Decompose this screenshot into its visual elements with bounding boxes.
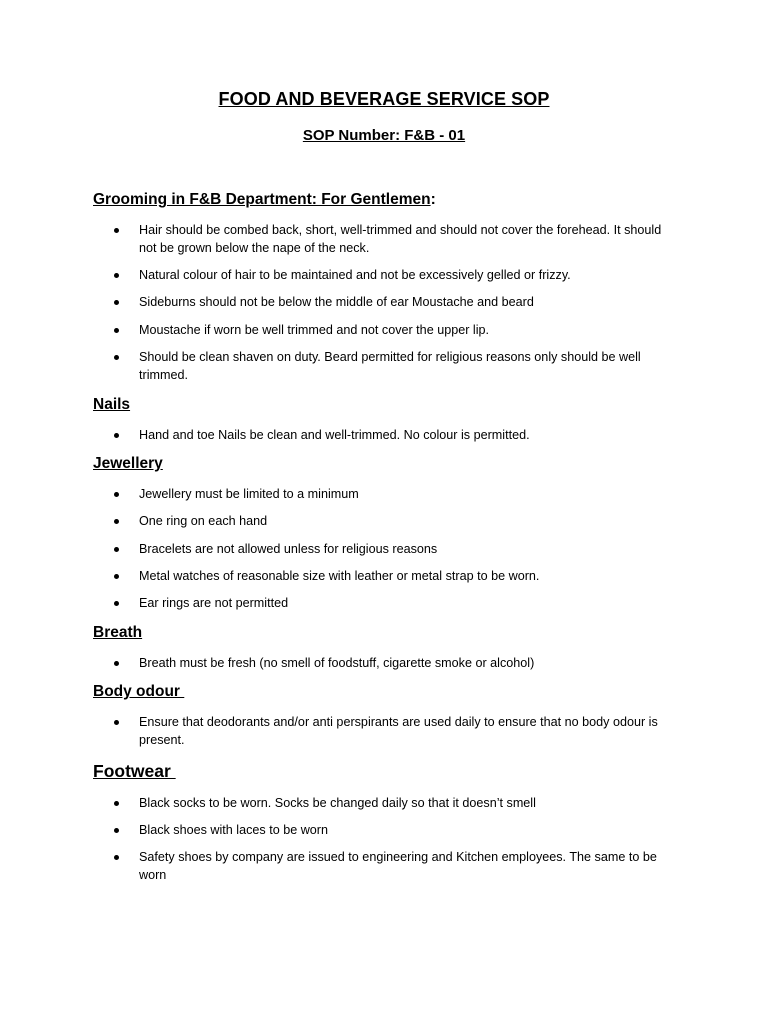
section-heading-jewellery — [93, 455, 163, 473]
list-item — [139, 485, 669, 503]
list-item-text: One ring on each hand — [139, 514, 268, 528]
section-heading-breath — [93, 624, 142, 642]
section-heading-text: Body odour — [93, 683, 185, 700]
list-item — [139, 654, 669, 672]
list-item-text: Black socks to be worn. Socks be changed daily so that it doesn’t smell — [139, 796, 536, 810]
list-item-text: Hand and toe Nails be clean and well-trimmed. No colour is permitted. — [139, 428, 530, 442]
bullet-icon — [114, 855, 119, 860]
list-item-text: Moustache if worn be well trimmed and not cover the upper lip. — [139, 323, 489, 337]
list-item — [139, 567, 669, 585]
section-heading-colon: : — [430, 191, 436, 208]
section-heading-text: Grooming in F&B Department: For Gentlemen — [93, 191, 431, 208]
bullet-icon — [114, 828, 119, 833]
bullet-icon — [114, 228, 119, 233]
bullet-icon — [114, 300, 119, 305]
list-item — [139, 821, 669, 839]
list-item-text: Should be clean shaven on duty. Beard permitted for religious reasons only should be well trimmed. — [139, 350, 641, 382]
bullet-icon — [114, 661, 119, 666]
bullet-icon — [114, 492, 119, 497]
section-heading-text: Nails — [93, 396, 131, 413]
bullet-icon — [114, 574, 119, 579]
section-heading-body-odour — [93, 683, 184, 701]
sop-number: SOP Number: F&B - 01 — [302, 127, 466, 144]
list-item-text: Jewellery must be limited to a minimum — [139, 487, 359, 501]
section-heading-grooming — [93, 191, 436, 209]
list-item-text: Sideburns should not be below the middle of ear Moustache and beard — [139, 295, 534, 309]
list-item — [139, 713, 669, 749]
bullet-icon — [114, 547, 119, 552]
bullet-icon — [114, 801, 119, 806]
list-item — [139, 794, 669, 812]
section-heading-text: Jewellery — [93, 455, 163, 472]
list-item — [139, 221, 669, 257]
list-item-text: Safety shoes by company are issued to engineering and Kitchen employees. The same to be worn — [139, 850, 657, 882]
list-item — [139, 594, 669, 612]
section-heading-text: Breath — [93, 624, 143, 641]
list-item — [139, 540, 669, 558]
list-item-text: Natural colour of hair to be maintained and not be excessively gelled or frizzy. — [139, 268, 571, 282]
bullet-icon — [114, 433, 119, 438]
list-item-text: Bracelets are not allowed unless for religious reasons — [139, 542, 438, 556]
section-heading-text: Footwear — [93, 761, 176, 781]
list-item-text: Breath must be fresh (no smell of foodstuff, cigarette smoke or alcohol) — [139, 656, 535, 670]
bullet-icon — [114, 273, 119, 278]
list-item — [139, 512, 669, 530]
list-item-text: Metal watches of reasonable size with leather or metal strap to be worn. — [139, 569, 540, 583]
bullet-icon — [114, 519, 119, 524]
bullet-icon — [114, 720, 119, 725]
list-item — [139, 348, 669, 384]
list-item — [139, 426, 669, 444]
list-item — [139, 266, 669, 284]
list-item-text: Ear rings are not permitted — [139, 596, 289, 610]
list-item-text: Hair should be combed back, short, well-trimmed and should not cover the forehead. It should not be grown below the nape of the neck. — [139, 223, 662, 255]
section-heading-nails — [93, 396, 130, 414]
list-item — [139, 321, 669, 339]
bullet-icon — [114, 355, 119, 360]
bullet-icon — [114, 328, 119, 333]
list-item — [139, 848, 669, 884]
list-item-text: Black shoes with laces to be worn — [139, 823, 328, 837]
bullet-icon — [114, 601, 119, 606]
list-item — [139, 293, 669, 311]
section-heading-footwear — [93, 761, 176, 782]
list-item-text: Ensure that deodorants and/or anti perspirants are used daily to ensure that no body odour is present. — [139, 715, 658, 747]
document-title: FOOD AND BEVERAGE SERVICE SOP — [218, 89, 550, 109]
